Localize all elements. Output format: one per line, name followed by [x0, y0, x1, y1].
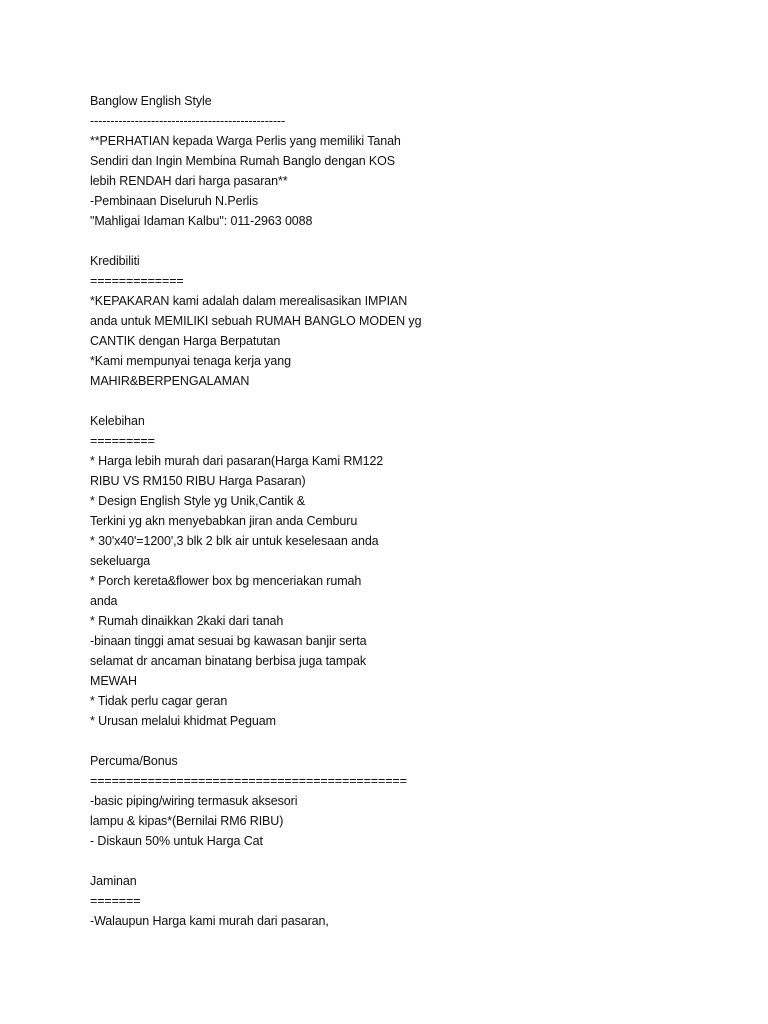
spacer	[90, 231, 730, 251]
section-line: anda untuk MEMILIKI sebuah RUMAH BANGLO MODEN yg	[90, 314, 422, 328]
document-page	[90, 91, 730, 931]
intro-line: **PERHATIAN kepada Warga Perlis yang memiliki Tanah	[90, 134, 401, 148]
spacer	[90, 851, 730, 871]
document-title: Banglow English Style	[90, 94, 212, 108]
section-line: -binaan tinggi amat sesuai bg kawasan banjir serta	[90, 634, 367, 648]
section-line: MAHIR&BERPENGALAMAN	[90, 374, 250, 388]
section-heading-jaminan: Jaminan	[90, 874, 137, 888]
section-line: anda	[90, 594, 118, 608]
section-line: -Walaupun Harga kami murah dari pasaran,	[90, 914, 329, 928]
section-line: * Harga lebih murah dari pasaran(Harga Kami RM122	[90, 454, 384, 468]
section-line: MEWAH	[90, 674, 137, 688]
intro-line: lebih RENDAH dari harga pasaran**	[90, 174, 288, 188]
section-line: * 30'x40'=1200',3 blk 2 blk air untuk keselesaan anda	[90, 534, 379, 548]
section-line: Terkini yg akn menyebabkan jiran anda Cemburu	[90, 514, 358, 528]
section-line: - Diskaun 50% untuk Harga Cat	[90, 834, 263, 848]
section-line: lampu & kipas*(Bernilai RM6 RIBU)	[90, 814, 284, 828]
section-rule: ============================================	[90, 774, 407, 788]
section-line: * Urusan melalui khidmat Peguam	[90, 714, 276, 728]
intro-line: -Pembinaan Diseluruh N.Perlis	[90, 194, 259, 208]
section-line: CANTIK dengan Harga Berpatutan	[90, 334, 281, 348]
spacer	[90, 391, 730, 411]
section-rule: =======	[90, 894, 141, 908]
section-line: * Tidak perlu cagar geran	[90, 694, 228, 708]
title-rule: ------------------------------------------------	[90, 114, 286, 128]
intro-line: Sendiri dan Ingin Membina Rumah Banglo dengan KOS	[90, 154, 396, 168]
section-line: *Kami mempunyai tenaga kerja yang	[90, 354, 291, 368]
section-rule: =========	[90, 434, 155, 448]
section-line: selamat dr ancaman binatang berbisa juga tampak	[90, 654, 367, 668]
section-heading-percuma-bonus: Percuma/Bonus	[90, 754, 178, 768]
section-line: sekeluarga	[90, 554, 151, 568]
section-line: * Design English Style yg Unik,Cantik &	[90, 494, 305, 508]
section-line: * Porch kereta&flower box bg menceriakan rumah	[90, 574, 362, 588]
spacer	[90, 731, 730, 751]
intro-line: "Mahligai Idaman Kalbu": 011-2963 0088	[90, 214, 313, 228]
section-rule: =============	[90, 274, 184, 288]
section-line: *KEPAKARAN kami adalah dalam merealisasikan IMPIAN	[90, 294, 408, 308]
section-heading-kredibiliti: Kredibiliti	[90, 254, 140, 268]
section-line: RIBU VS RM150 RIBU Harga Pasaran)	[90, 474, 306, 488]
section-line: -basic piping/wiring termasuk aksesori	[90, 794, 298, 808]
section-line: * Rumah dinaikkan 2kaki dari tanah	[90, 614, 284, 628]
section-heading-kelebihan: Kelebihan	[90, 414, 145, 428]
